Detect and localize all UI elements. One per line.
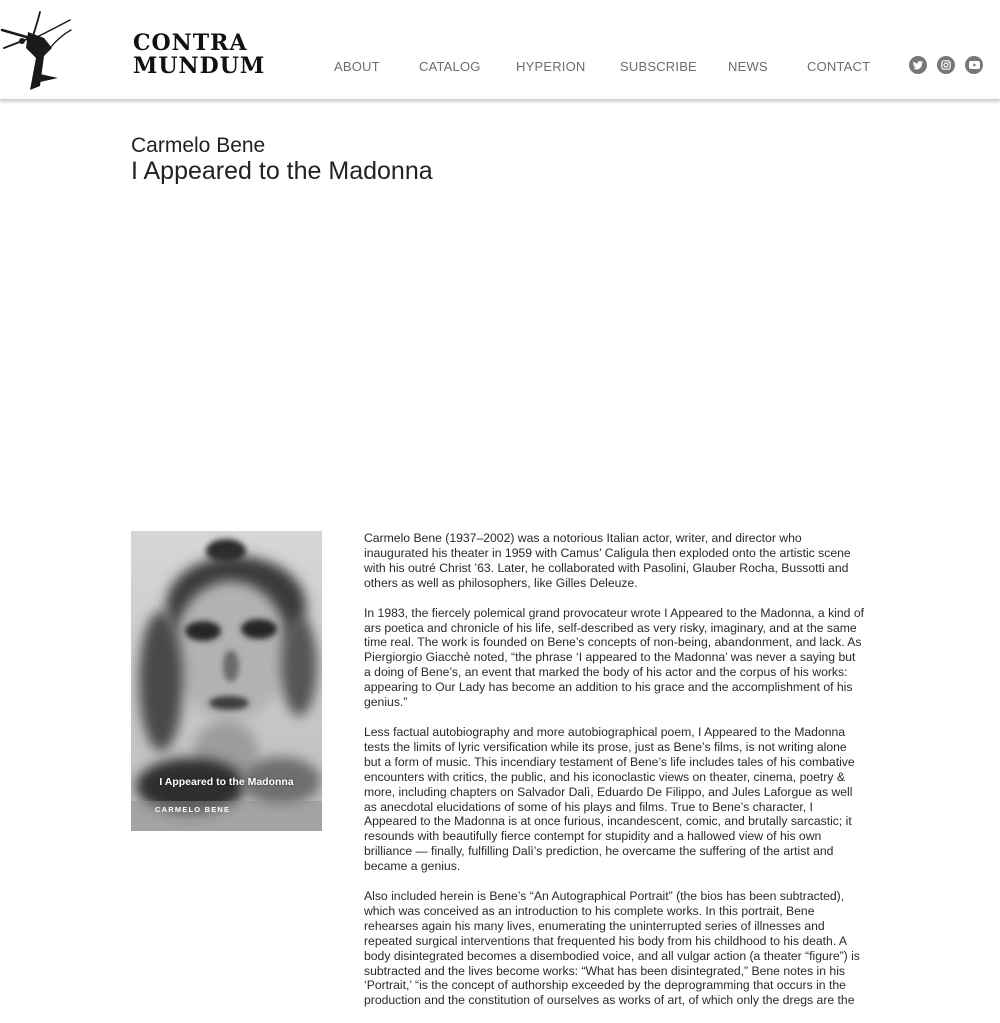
brand-line-1: CONTRA (133, 30, 248, 56)
nav-item-hyperion[interactable]: HYPERION (516, 59, 586, 74)
brand-wordmark[interactable] (133, 32, 265, 78)
cover-title: I Appeared to the Madonna (159, 776, 294, 788)
twitter-icon[interactable] (909, 56, 927, 74)
cover-author: CARMELO BENE (155, 805, 231, 814)
nav-item-about[interactable]: ABOUT (334, 59, 380, 74)
author-name: Carmelo Bene (131, 134, 266, 157)
book-description (364, 531, 864, 1023)
description-paragraph: Less factual autobiography and more autobiographical poem, I Appeared to the Madonna tests the limits of lyric versification while its prose, just as Bene’s films, is not writing alone but a form of music. This incendiary testament of Bene’s life includes tales of his combative encounters with critics, the public, and his iconoclastic views on theater, cinema, poetry & more, including chapters on Salvador Dalì, Eduardo De Filippo, and Jules Laforgue as well as anecdotal elucidations of some of his plays and films. True to Bene’s character, I Appeared to the Madonna is at once furious, incandescent, comic, and brutally sarcastic; it resounds with beautifully fierce contempt for stupidity and a hallowed view of his own brilliance — finally, fulfilling Dalì’s prediction, he overcame the suffering of the artist and became a genius. (364, 724, 855, 874)
description-paragraph: In 1983, the fiercely polemical grand provocateur wrote I Appeared to the Madonna, a kind of ars poetica and chronicle of his life, self-described as very risky, imaginary, and at the same time real. The work is founded on Bene’s concepts of non-being, abandonment, and lack. As Piergiorgio Giacchè noted, “the phrase ‘I appeared to the Madonna’ was never a saying but a doing of Bene’s, an event that marked the body of his actor and the corpus of his works: appearing to Our Lady has become an addition to his grace and the accomplishment of his genius.” (364, 605, 864, 710)
brand-line-2: MUNDUM (133, 53, 266, 79)
description-paragraph: Also included herein is Bene’s “An Autographical Portrait” (the bios has been subtracted), which was conceived as an introduction to his complete works. In this portrait, Bene rehearses again his many lives, enumerating the uninterrupted series of illnesses and repeated surgical interventions that frequented his body from his childhood to his death. A body disintegrated becomes a disembodied voice, and all vulgar action (a theater “figure”) is subtracted and the lives become works: “What has been disintegrated,” Bene notes in his ‘Portrait,’ “is the concept of authorship exceeded by the deprogramming that occurs in the production and the constitution of ourselves as works of art, of which only the dregs are the (364, 889, 860, 1008)
site-header (0, 0, 1000, 100)
youtube-icon[interactable] (965, 56, 983, 74)
nav-item-news[interactable]: NEWS (728, 59, 768, 74)
book-cover-image (131, 531, 322, 831)
nav-item-subscribe[interactable]: SUBSCRIBE (620, 59, 697, 74)
description-paragraph: Carmelo Bene (1937–2002) was a notorious Italian actor, writer, and director who inaugurated his theater in 1959 with Camus’ Caligula then exploded onto the artistic scene with his outré Christ ’63. Later, he collaborated with Pasolini, Glauber Rocha, Bussotti and others as well as philosophers, like Gilles Deleuze. (364, 531, 851, 590)
dancer-logo-icon[interactable] (0, 8, 75, 90)
instagram-icon[interactable] (937, 56, 955, 74)
nav-item-catalog[interactable]: CATALOG (419, 59, 481, 74)
nav-item-contact[interactable]: CONTACT (807, 59, 871, 74)
book-title: I Appeared to the Madonna (131, 157, 433, 185)
